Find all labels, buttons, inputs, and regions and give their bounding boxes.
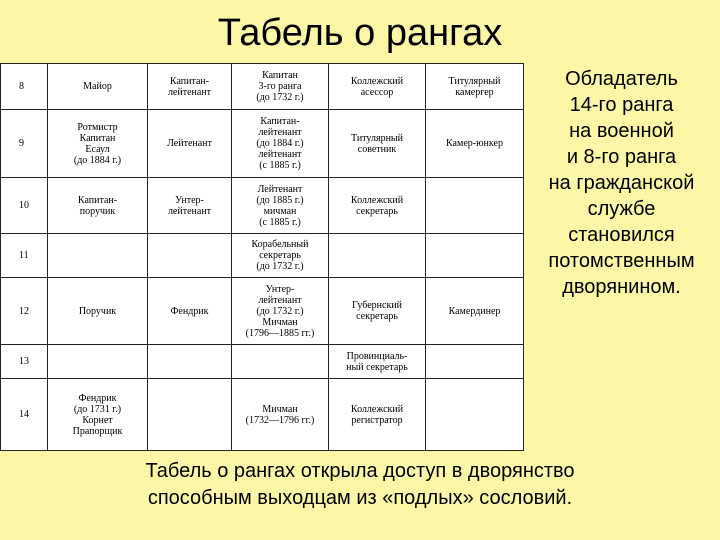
army-rank [48, 345, 148, 379]
table-row [1, 278, 524, 345]
navy-rank: Унтер- лейтенант [148, 178, 232, 234]
rank-number: 10 [1, 178, 48, 234]
civil-rank: Провинциаль- ный секретарь [329, 345, 426, 379]
navy-rank [148, 379, 232, 451]
naval-rank: Лейтенант (до 1885 г.) мичман (с 1885 г.) [232, 178, 329, 234]
army-rank [48, 234, 148, 278]
civil-rank: Губернский секретарь [329, 278, 426, 345]
army-rank: Фендрик (до 1731 г.) Корнет Прапорщик [48, 379, 148, 451]
civil-rank: Титулярный советник [329, 110, 426, 178]
navy-rank [148, 345, 232, 379]
navy-rank: Капитан- лейтенант [148, 64, 232, 110]
civil-rank: Коллежский секретарь [329, 178, 426, 234]
army-rank: Поручик [48, 278, 148, 345]
civil-rank: Коллежский регистратор [329, 379, 426, 451]
bottom-note: Табель о рангах открыла доступ в дворянство способным выходцам из «подлых» сословий. [145, 460, 575, 509]
rank-number: 8 [1, 64, 48, 110]
table-row [1, 234, 524, 278]
rank-number: 9 [1, 110, 48, 178]
table-row [1, 110, 524, 178]
civil-rank [329, 234, 426, 278]
naval-rank: Капитан- лейтенант (до 1884 г.) лейтенант (с 1885 г.) [232, 110, 329, 178]
court-rank [426, 234, 524, 278]
navy-rank: Лейтенант [148, 110, 232, 178]
rank-number: 12 [1, 278, 48, 345]
ranks-table-image [0, 63, 523, 450]
rank-number: 14 [1, 379, 48, 451]
court-rank: Титулярный камергер [426, 64, 524, 110]
army-rank: Капитан- поручик [48, 178, 148, 234]
court-rank: Камердинер [426, 278, 524, 345]
table-row [1, 178, 524, 234]
side-note: Обладатель 14-го ранга на военной и 8-го ранга на гражданской службе становился потомственным дворянином. [548, 68, 695, 298]
army-rank: Ротмистр Капитан Есаул (до 1884 г.) [48, 110, 148, 178]
court-rank: Камер-юнкер [426, 110, 524, 178]
navy-rank: Фендрик [148, 278, 232, 345]
naval-rank: Мичман (1732—1796 гг.) [232, 379, 329, 451]
court-rank [426, 345, 524, 379]
navy-rank [148, 234, 232, 278]
rank-number: 11 [1, 234, 48, 278]
naval-rank [232, 345, 329, 379]
court-rank [426, 178, 524, 234]
naval-rank: Унтер- лейтенант (до 1732 г.) Мичман (1796—1885 гг.) [232, 278, 329, 345]
naval-rank: Капитан 3-го ранга (до 1732 г.) [232, 64, 329, 110]
table-row [1, 345, 524, 379]
page-title: Табель о рангах [217, 12, 503, 54]
civil-rank: Коллежский асессор [329, 64, 426, 110]
naval-rank: Корабельный секретарь (до 1732 г.) [232, 234, 329, 278]
rank-number: 13 [1, 345, 48, 379]
table-row [1, 64, 524, 110]
table-row [1, 379, 524, 451]
ranks-table [0, 63, 524, 451]
army-rank: Майор [48, 64, 148, 110]
court-rank [426, 379, 524, 451]
